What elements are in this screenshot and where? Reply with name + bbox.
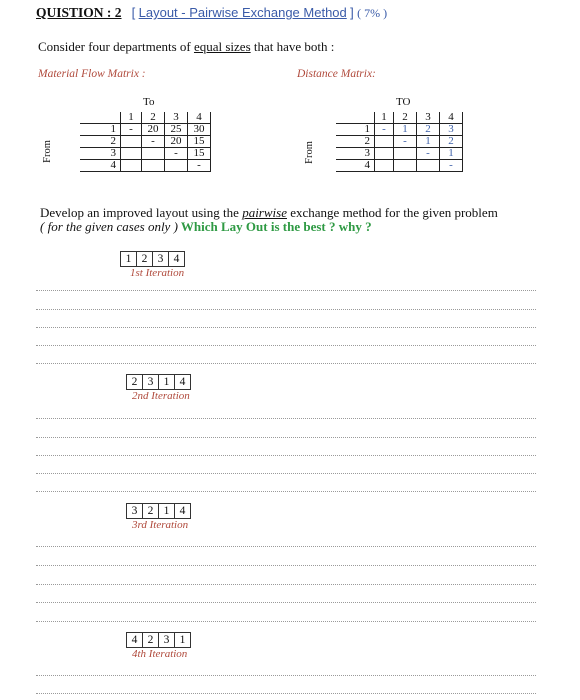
- distance-matrix-from-label: From: [303, 141, 315, 164]
- answer-line: [36, 473, 536, 474]
- distance-cell: [375, 136, 394, 148]
- flow-cell: [121, 148, 142, 160]
- answer-line: [36, 546, 536, 547]
- flow-row: [80, 148, 211, 160]
- distance-cell: 2: [417, 124, 440, 136]
- flow-cell: 20: [165, 136, 188, 148]
- flow-matrix-to-label: To: [143, 96, 155, 108]
- iteration-3-label: 3rd Iteration: [132, 519, 189, 531]
- distance-row: [336, 160, 463, 172]
- question-number: QUISTION : 2: [36, 5, 122, 20]
- instruction-text: exchange method for the given problem: [286, 205, 498, 220]
- bracket-close: ]: [350, 5, 354, 20]
- answer-line: [36, 675, 536, 676]
- distance-matrix-to-label: TO: [396, 96, 411, 108]
- distance-row: [336, 148, 463, 160]
- distance-col-header: 2: [394, 112, 417, 124]
- instruction-scope: ( for the given cases only ): [40, 219, 178, 234]
- flow-row: [80, 160, 211, 172]
- flow-cell: 20: [142, 124, 165, 136]
- flow-row-header: 2: [80, 136, 121, 148]
- distance-cell: [417, 160, 440, 172]
- distance-matrix-table: [336, 112, 463, 172]
- iteration-3-sequence: [126, 503, 191, 519]
- sequence-cell: 2: [136, 252, 152, 266]
- distance-row-header: 1: [336, 124, 375, 136]
- distance-cell: 3: [440, 124, 463, 136]
- distance-row-header: 2: [336, 136, 375, 148]
- iteration-4-label: 4th Iteration: [132, 648, 188, 660]
- iteration-1-label: 1st Iteration: [130, 267, 185, 279]
- sequence-cell: 4: [131, 634, 138, 646]
- flow-row-header: 3: [80, 148, 121, 160]
- flow-cell: 30: [188, 124, 211, 136]
- sequence-cell: 4: [168, 252, 184, 266]
- question-title: [36, 5, 387, 21]
- flow-corner: [80, 112, 121, 124]
- answer-line: [36, 491, 536, 492]
- answer-line: [36, 455, 536, 456]
- distance-cell: [394, 148, 417, 160]
- distance-cell: -: [375, 124, 394, 136]
- sequence-cell: 3: [152, 252, 168, 266]
- flow-cell: [121, 136, 142, 148]
- distance-cell: -: [417, 148, 440, 160]
- distance-cell: 1: [394, 124, 417, 136]
- flow-cell: [142, 148, 165, 160]
- answer-line: [36, 327, 536, 328]
- distance-cell: -: [394, 136, 417, 148]
- instruction-text: Develop an improved layout using the: [40, 205, 243, 220]
- sequence-cell: 1: [158, 504, 174, 518]
- sequence-cell: 1: [158, 375, 174, 389]
- answer-line: [36, 345, 536, 346]
- flow-col-header: 2: [142, 112, 165, 124]
- instruction-underlined: pairwise: [242, 205, 287, 220]
- distance-col-header: 3: [417, 112, 440, 124]
- answer-line: [36, 565, 536, 566]
- instruction-question: Which Lay Out is the best ? why ?: [177, 219, 372, 234]
- answer-line: [36, 290, 536, 291]
- flow-matrix-label: Material Flow Matrix :: [38, 68, 146, 80]
- distance-col-header: 4: [440, 112, 463, 124]
- distance-row: [336, 124, 463, 136]
- flow-col-header: 3: [165, 112, 188, 124]
- sequence-cell: 2: [131, 376, 138, 388]
- flow-cell: [142, 160, 165, 172]
- distance-cell: [394, 160, 417, 172]
- distance-cell: 1: [417, 136, 440, 148]
- bracket-open: [: [131, 5, 136, 20]
- sequence-cell: 1: [174, 633, 190, 647]
- answer-line: [36, 437, 536, 438]
- distance-col-header: 1: [375, 112, 394, 124]
- flow-matrix-from-label: From: [41, 140, 53, 163]
- distance-row: [336, 136, 463, 148]
- flow-cell: [121, 160, 142, 172]
- distance-cell: [375, 160, 394, 172]
- intro-after: that have both :: [250, 39, 335, 54]
- flow-col-header: 1: [121, 112, 142, 124]
- sequence-cell: 2: [142, 504, 158, 518]
- iteration-2-sequence: [126, 374, 191, 390]
- distance-header-row: [336, 112, 463, 124]
- instruction-line-2: [40, 219, 372, 235]
- sequence-cell: 4: [174, 504, 190, 518]
- distance-cell: 1: [440, 148, 463, 160]
- iteration-4-sequence: [126, 632, 191, 648]
- sequence-cell: 3: [142, 375, 158, 389]
- flow-cell: -: [188, 160, 211, 172]
- flow-cell: 15: [188, 148, 211, 160]
- flow-row-header: 4: [80, 160, 121, 172]
- flow-row-header: 1: [80, 124, 121, 136]
- answer-line: [36, 621, 536, 622]
- intro-text: [38, 39, 334, 55]
- intro-before: Consider four departments of: [38, 39, 194, 54]
- sequence-cell: 1: [125, 253, 132, 265]
- intro-underlined: equal sizes: [193, 39, 251, 54]
- distance-matrix-label: Distance Matrix:: [297, 68, 376, 80]
- answer-line: [36, 418, 536, 419]
- question-weight: ( 7% ): [357, 6, 388, 20]
- answer-line: [36, 602, 536, 603]
- distance-cell: 2: [440, 136, 463, 148]
- answer-line: [36, 584, 536, 585]
- iteration-1-sequence: [120, 251, 185, 267]
- distance-corner: [336, 112, 375, 124]
- sequence-cell: 4: [174, 375, 190, 389]
- distance-row-header: 4: [336, 160, 375, 172]
- answer-line: [36, 693, 536, 694]
- distance-row-header: 3: [336, 148, 375, 160]
- flow-col-header: 4: [188, 112, 211, 124]
- flow-cell: -: [142, 136, 165, 148]
- flow-row: [80, 124, 211, 136]
- answer-line: [36, 309, 536, 310]
- flow-header-row: [80, 112, 211, 124]
- flow-cell: 15: [188, 136, 211, 148]
- flow-cell: -: [121, 124, 142, 136]
- distance-cell: -: [440, 160, 463, 172]
- answer-line: [36, 363, 536, 364]
- question-topic: Layout - Pairwise Exchange Method: [138, 5, 347, 20]
- flow-cell: [165, 160, 188, 172]
- flow-cell: -: [165, 148, 188, 160]
- sequence-cell: 3: [131, 505, 138, 517]
- sequence-cell: 3: [158, 633, 174, 647]
- distance-cell: [375, 148, 394, 160]
- flow-matrix-table: [80, 112, 211, 172]
- sequence-cell: 2: [142, 633, 158, 647]
- flow-row: [80, 136, 211, 148]
- flow-cell: 25: [165, 124, 188, 136]
- iteration-2-label: 2nd Iteration: [132, 390, 190, 402]
